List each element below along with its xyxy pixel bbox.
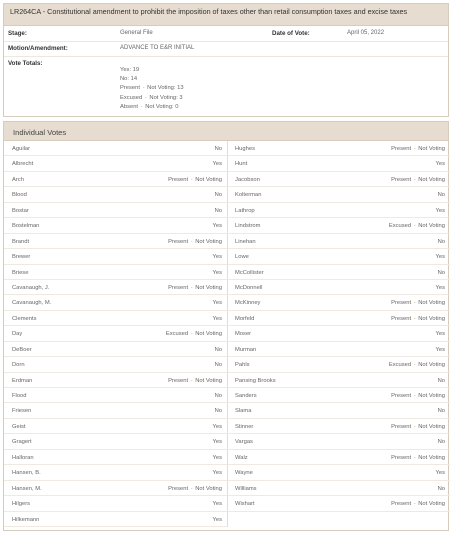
vote-totals	[120, 66, 184, 112]
vote-row	[4, 280, 227, 295]
vote-row	[227, 311, 450, 326]
separator: -	[412, 223, 418, 230]
vote-row	[4, 388, 227, 403]
vote-value: Present - Not Voting	[391, 454, 445, 461]
vote-row	[227, 172, 450, 187]
vote-value: Present - Not Voting	[168, 238, 222, 245]
vote-value: Excused - Not Voting	[388, 223, 445, 230]
vote-row	[4, 481, 227, 496]
legislator-name: Cavanaugh, M.	[12, 300, 52, 307]
vote-value: Present - Not Voting	[391, 176, 445, 183]
vote-row	[4, 311, 227, 326]
legislator-name: Lathrop	[235, 207, 255, 214]
stage-label: Stage:	[8, 30, 27, 37]
vote-row	[4, 187, 227, 202]
legislator-name: Brandt	[12, 238, 30, 245]
vote-row	[4, 326, 227, 341]
legislator-name: Morfeld	[235, 315, 255, 322]
legislator-name: Briese	[12, 269, 29, 276]
vote-value: No	[437, 439, 445, 446]
vote-value: No	[214, 393, 222, 399]
vote-row	[4, 141, 227, 156]
vote-value: Yes	[212, 423, 222, 430]
vote-row	[227, 295, 450, 310]
vote-row	[227, 203, 450, 218]
motion-label: Motion/Amendment:	[8, 45, 68, 52]
vote-row	[4, 419, 227, 434]
legislator-name: Albrecht	[12, 161, 34, 168]
separator: -	[139, 103, 145, 110]
legislator-name: Kolterman	[235, 192, 262, 199]
legislator-name: Hilkemann	[12, 516, 40, 523]
vote-details-card	[3, 3, 449, 117]
vote-row	[227, 373, 450, 388]
legislator-name: Blood	[12, 192, 27, 199]
separator: -	[412, 176, 418, 183]
votes-column-right	[227, 141, 450, 512]
vote-value: Yes	[212, 454, 222, 461]
legislator-name: McDonnell	[235, 284, 263, 291]
legislator-name: Arch	[12, 176, 24, 183]
legislator-name: McKinney	[235, 300, 261, 307]
separator: -	[140, 85, 147, 92]
vote-row	[227, 496, 450, 511]
vote-row	[227, 403, 450, 418]
vote-value: Yes	[435, 161, 445, 168]
legislator-name: Bostelman	[12, 223, 40, 230]
votes-column-left	[4, 141, 228, 527]
vote-row	[4, 265, 227, 280]
vote-value: Excused - Not Voting	[165, 331, 222, 338]
legislator-name: Hughes	[235, 146, 255, 152]
legislator-name: Aguilar	[12, 146, 31, 152]
legislator-name: Lowe	[235, 254, 249, 261]
individual-votes-card	[3, 121, 449, 531]
vote-row	[4, 156, 227, 171]
legislator-name: Day	[12, 331, 23, 338]
legislator-name: Lindstrom	[235, 223, 261, 230]
vote-row	[4, 249, 227, 264]
vote-row	[4, 203, 227, 218]
date-value: April 05, 2022	[347, 30, 385, 36]
legislator-name: Pahls	[235, 362, 250, 369]
legislator-name: Pansing Brooks	[235, 377, 276, 384]
legislator-name: Williams	[235, 485, 257, 492]
vote-value: Yes	[435, 254, 445, 261]
vote-value: Present - Not Voting	[168, 377, 222, 384]
vote-value: No	[437, 269, 445, 276]
vote-value: No	[214, 346, 222, 353]
legislator-name: Bostar	[12, 207, 29, 214]
separator: -	[189, 485, 195, 492]
vote-value: Present - Not Voting	[391, 393, 445, 399]
vote-row	[4, 172, 227, 187]
vote-value: No	[214, 192, 222, 199]
legislator-name: Halloran	[12, 454, 34, 461]
vote-value: Present - Not Voting	[391, 146, 445, 152]
motion-row	[4, 41, 448, 57]
legislator-name: Sanders	[235, 393, 257, 399]
vote-value: No	[214, 207, 222, 214]
legislator-name: Dorn	[12, 362, 25, 369]
vote-row	[227, 450, 450, 465]
date-label: Date of Vote:	[272, 30, 310, 37]
vote-row	[4, 234, 227, 249]
vote-value: Excused - Not Voting	[388, 362, 445, 369]
no-total: No: 14	[120, 76, 138, 83]
legislator-name: McCollister	[235, 269, 264, 276]
legislator-name: Erdman	[12, 377, 33, 384]
vote-row	[227, 187, 450, 202]
separator: -	[189, 176, 195, 183]
vote-row	[227, 465, 450, 480]
separator: -	[412, 315, 418, 322]
legislator-name: Cavanaugh, J.	[12, 284, 50, 291]
vote-value: Present - Not Voting	[391, 300, 445, 307]
legislator-name: DeBoer	[12, 346, 32, 353]
separator: -	[412, 454, 418, 461]
vote-value: No	[437, 408, 445, 415]
vote-row	[4, 342, 227, 357]
vote-value: Yes	[212, 269, 222, 276]
vote-value: Yes	[212, 501, 222, 508]
vote-row	[4, 512, 227, 527]
vote-value: Yes	[212, 516, 222, 523]
legislator-name: Wayne	[235, 470, 253, 477]
vote-value: No	[214, 146, 222, 152]
vote-value: Present - Not Voting	[168, 284, 222, 291]
separator: -	[143, 94, 149, 101]
vote-value: Yes	[212, 439, 222, 446]
vote-row	[4, 496, 227, 511]
vote-value: Yes	[435, 207, 445, 214]
vote-value: Yes	[212, 470, 222, 477]
legislator-name: Murman	[235, 346, 257, 353]
motion-value: ADVANCE TO E&R INITIAL	[120, 45, 195, 51]
legislator-name: Wishart	[235, 501, 255, 508]
vote-row	[227, 234, 450, 249]
legislator-name: Clements	[12, 315, 37, 322]
vote-value: Present - Not Voting	[391, 315, 445, 322]
vote-value: Present - Not Voting	[391, 423, 445, 430]
vote-row	[4, 434, 227, 449]
bill-header	[4, 4, 448, 26]
vote-row	[227, 357, 450, 372]
vote-value: Yes	[212, 223, 222, 230]
yes-total: Yes: 19	[120, 67, 140, 73]
vote-row	[227, 156, 450, 171]
vote-value: No	[437, 238, 445, 245]
legislator-name: Flood	[12, 393, 27, 399]
vote-value: Yes	[212, 315, 222, 322]
legislator-name: Linehan	[235, 238, 256, 245]
vote-row	[4, 403, 227, 418]
legislator-name: Hilgers	[12, 501, 31, 508]
stage-row	[4, 26, 448, 42]
legislator-name: Vargas	[235, 439, 253, 446]
vote-value: Yes	[435, 331, 445, 338]
vote-row	[227, 218, 450, 233]
legislator-name: Moser	[235, 331, 252, 338]
totals-label: Vote Totals:	[8, 60, 43, 67]
legislator-name: Friesen	[12, 408, 32, 415]
totals-row	[4, 56, 448, 116]
vote-value: Present - Not Voting	[168, 176, 222, 183]
individual-votes-title: Individual Votes	[4, 122, 448, 141]
separator: -	[189, 331, 195, 338]
vote-row	[4, 373, 227, 388]
separator: -	[189, 377, 195, 384]
separator: -	[412, 393, 418, 399]
legislator-name: Walz	[235, 454, 248, 461]
vote-row	[227, 265, 450, 280]
vote-row	[227, 249, 450, 264]
vote-row	[227, 342, 450, 357]
legislator-name: Hunt	[235, 161, 248, 168]
legislator-name: Brewer	[12, 254, 31, 261]
legislator-name: Stinner	[235, 423, 254, 430]
legislator-name: Hansen, B.	[12, 470, 41, 477]
vote-row	[227, 434, 450, 449]
vote-row	[227, 326, 450, 341]
vote-value: No	[437, 485, 445, 492]
vote-row	[4, 295, 227, 310]
vote-row	[227, 280, 450, 295]
separator: -	[412, 146, 418, 152]
vote-value: Yes	[435, 346, 445, 353]
legislator-name: Geist	[12, 423, 26, 430]
vote-value: Yes	[212, 161, 222, 168]
separator: -	[412, 501, 418, 508]
vote-row	[4, 465, 227, 480]
legislator-name: Gragert	[12, 439, 32, 446]
vote-row	[227, 388, 450, 403]
legislator-name: Slama	[235, 408, 252, 415]
vote-value: Yes	[435, 470, 445, 477]
vote-row	[227, 419, 450, 434]
vote-value: Present - Not Voting	[391, 501, 445, 508]
legislator-name: Jacobson	[235, 176, 260, 183]
vote-value: Yes	[435, 284, 445, 291]
separator: -	[189, 284, 195, 291]
vote-value: Yes	[212, 300, 222, 307]
stage-value: General File	[120, 30, 153, 36]
vote-row	[4, 218, 227, 233]
present-total: Present - Not Voting: 13	[120, 85, 184, 92]
separator: -	[412, 423, 418, 430]
separator: -	[189, 238, 195, 245]
vote-row	[227, 481, 450, 496]
vote-value: Yes	[212, 254, 222, 261]
separator: -	[412, 300, 418, 307]
vote-row	[4, 450, 227, 465]
vote-value: No	[214, 408, 222, 415]
vote-value: No	[214, 362, 222, 369]
absent-total: Absent - Not Voting: 0	[120, 103, 179, 110]
vote-value: No	[437, 377, 445, 384]
bill-title: LR264CA - Constitutional amendment to prohibit the imposition of taxes other than retail consumption taxes and excise taxes	[10, 7, 408, 16]
vote-row	[227, 141, 450, 156]
legislator-name: Hansen, M.	[12, 485, 42, 492]
vote-value: Present - Not Voting	[168, 485, 222, 492]
separator: -	[412, 362, 418, 369]
vote-value: No	[437, 192, 445, 199]
excused-total: Excused - Not Voting: 3	[120, 94, 183, 101]
vote-row	[4, 357, 227, 372]
